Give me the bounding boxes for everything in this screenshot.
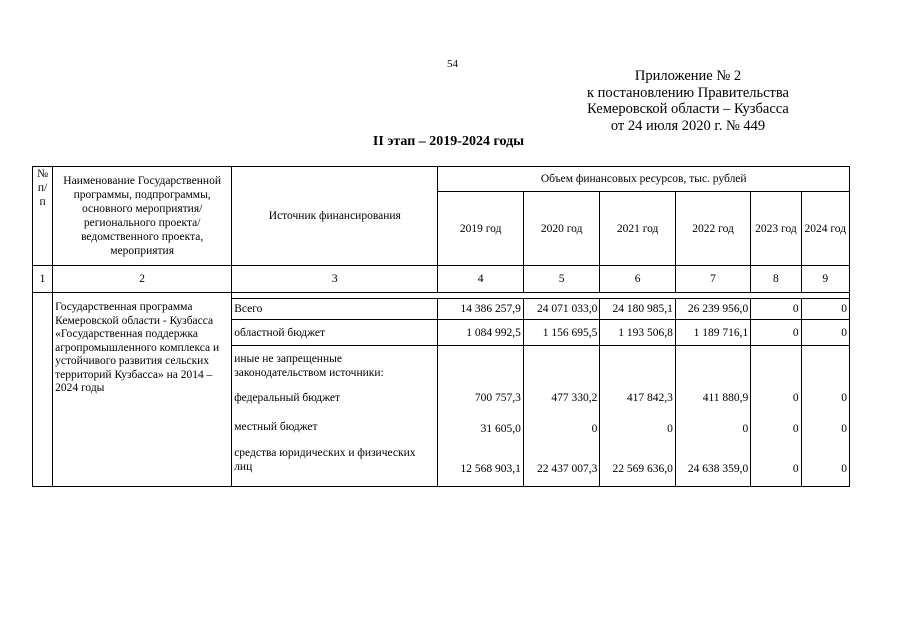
value-cell: 1 084 992,5 <box>438 320 524 346</box>
column-index-row <box>33 266 850 293</box>
header-year-2024: 2024 год <box>801 192 849 266</box>
other-sources-label: иные не запрещенные законодательством источники: <box>234 353 384 379</box>
source-cell: федеральный бюджет <box>234 392 341 404</box>
source-cell: местный бюджет <box>234 421 318 433</box>
financing-table <box>32 166 850 487</box>
source-cell: областной бюджет <box>232 320 438 346</box>
value-cell: 0 <box>792 423 799 435</box>
value-cell: 0 <box>841 423 847 435</box>
value-cell: 24 071 033,0 <box>523 299 599 320</box>
value-cell: 0 <box>751 320 801 346</box>
value-cell: 22 569 636,0 <box>612 463 673 475</box>
header-volume: Объем финансовых ресурсов, тыс. рублей <box>438 167 850 192</box>
appendix-title: Приложение № 2 <box>634 68 742 84</box>
appendix-decree: к постановлению Правительства <box>587 84 789 101</box>
header-year-2019: 2019 год <box>438 192 524 266</box>
index-cell: 8 <box>751 266 801 293</box>
value-cell: 0 <box>742 423 749 435</box>
value-cell: 0 <box>801 320 849 346</box>
value-cell: 14 386 257,9 <box>438 299 524 320</box>
value-cell: 24 638 359,0 <box>687 463 749 475</box>
value-cell: 0 <box>841 392 847 404</box>
header-year-2020: 2020 год <box>523 192 599 266</box>
value-cell: 1 156 695,5 <box>523 320 599 346</box>
value-cell: 22 437 007,3 <box>537 463 598 475</box>
value-cell: 700 757,3 <box>474 392 521 404</box>
header-year-2022: 2022 год <box>675 192 750 266</box>
index-cell: 5 <box>523 266 599 293</box>
value-cell: 417 842,3 <box>626 392 673 404</box>
value-cell: 0 <box>591 423 598 435</box>
value-cell: 0 <box>751 299 801 320</box>
index-cell: 4 <box>438 266 524 293</box>
page-number: 54 <box>447 58 458 70</box>
value-cell: 411 880,9 <box>702 392 749 404</box>
header-source: Источник финансирования <box>232 167 438 266</box>
appendix-header <box>558 68 818 134</box>
stage-title-text: II этап – 2019-2024 годы <box>372 134 525 149</box>
value-cell: 1 189 716,1 <box>675 320 750 346</box>
index-cell: 6 <box>600 266 675 293</box>
source-cell: средства юридических и физических лиц <box>234 447 416 473</box>
value-cell: 24 180 985,1 <box>600 299 675 320</box>
index-cell: 2 <box>53 266 232 293</box>
header-name: Наименование Государственной программы, подпрограммы, основного мероприятия/регионального проекта/ведомственного проекта, мероприятия <box>53 167 232 266</box>
value-cell: 0 <box>792 392 799 404</box>
index-cell: 7 <box>675 266 750 293</box>
index-cell: 9 <box>801 266 849 293</box>
header-year-2023: 2023 год <box>751 192 801 266</box>
value-cell: 12 568 903,1 <box>460 463 521 475</box>
appendix-region: Кемеровской области – Кузбасса <box>587 101 789 117</box>
index-cell: 1 <box>33 266 53 293</box>
value-cell: 0 <box>792 463 799 475</box>
program-name: Государственная программа Кемеровской области - Кузбасса «Государственная поддержка агропромышленного комплекса и устойчивого развития сельских территорий Кузбасса» на 2014 – 2024 годы <box>53 293 232 487</box>
value-cell: 26 239 956,0 <box>675 299 750 320</box>
header-num: № п/п <box>33 167 53 266</box>
source-cell: Всего <box>232 299 438 320</box>
index-cell: 3 <box>232 266 438 293</box>
value-cell: 0 <box>801 299 849 320</box>
value-cell: 477 330,2 <box>551 392 598 404</box>
value-cell: 0 <box>667 423 673 435</box>
stage-title <box>0 134 905 150</box>
appendix-date: от 24 июля 2020 г. № 449 <box>610 117 766 134</box>
other-sources-cell <box>232 346 438 487</box>
value-cell: 1 193 506,8 <box>600 320 675 346</box>
value-cell: 0 <box>841 463 847 475</box>
header-year-2021: 2021 год <box>600 192 675 266</box>
value-cell: 31 605,0 <box>480 423 521 435</box>
